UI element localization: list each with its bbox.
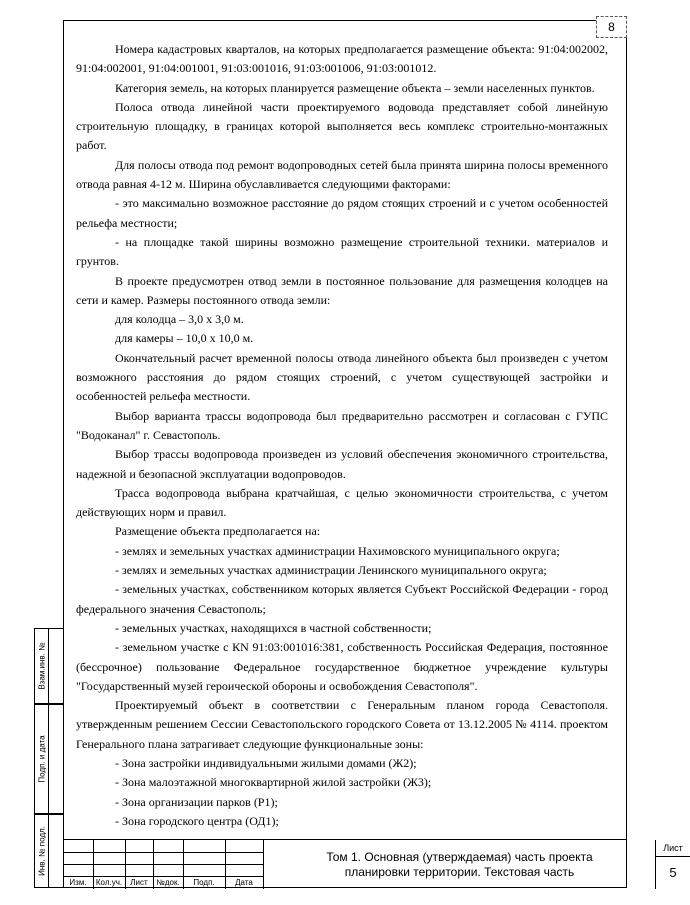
paragraph: для камеры – 10,0 х 10,0 м. [115,331,254,346]
paragraph: - Зона малоэтажной многоквартирной жилой застройки (Ж3); [115,775,432,790]
side-label-inv-podl: Инв. № подл. [37,826,46,876]
paragraph: - Зона организации парков (Р1); [115,794,278,809]
side-strip-vzam-inv [34,628,63,704]
paragraph: - Зона городского центра (ОД1); [115,813,279,828]
stamp-header: Дата [235,878,253,887]
paragraph: Размещение объекта предполагается на: [115,524,321,539]
stamp-header: Кол.уч. [95,878,123,887]
paragraph: - землях и земельных участках администрации Ленинского муниципального округа; [115,563,547,578]
sheet-number: 5 [669,865,677,880]
paragraph: - землях и земельных участках администрации Нахимовского муниципального округа; [115,543,560,558]
side-label-vzam-inv: Взам.инв. № [37,642,46,690]
paragraph: Окончательный расчет временной полосы отвода линейного объекта был произведен с учетом возможного расстояния до рядом стоящих строений, с учетом существующей застройки и особенностей рельефа местности. [76,350,608,404]
sheet-label: Лист [656,840,690,857]
document-title-line-1: Том 1. Основная (утверждаемая) часть проекта [326,850,593,864]
title-block-grid [63,840,263,889]
paragraph: Выбор варианта трассы водопровода был предварительно рассмотрен и согласован с ГУПС "Водоканал" г. Севастополь. [76,408,608,442]
paragraph: Категория земель, на которых планируется размещение объекта – земли населенных пунктов. [115,80,595,95]
stamp-header: Изм. [69,878,87,887]
stamp-header: Подп. [193,878,215,887]
title-block [63,839,683,888]
paragraph: Для полосы отвода под ремонт водопроводных сетей была принята ширина полосы временного отвода равная 4-12 м. Ширина обуславливается следующими факторами: [76,157,608,192]
side-strip-podp-data [34,704,63,814]
sheet-box [655,840,690,889]
side-strip-inv-podl [34,814,63,888]
paragraph: Проектируемый объект в соответствии с Генеральным планом города Севастополя. утвержденным решением Сессии Севастопольского городского Совета от 13.12.2005 № 4114. проектом Генерального плана затрагивает следующие функциональные зоны: [76,698,608,751]
document-title [263,840,655,889]
paragraph: - земельных участках, собственником которых является Субъект Российской Федерации - город федерального значения Севастополь; [76,582,608,616]
paragraph: Трасса водопровода выбрана кратчайшая, с целью экономичности строительства, с учетом действующих норм и правил. [76,485,608,520]
paragraph: - это максимально возможное расстояние до рядом стоящих строений и с учетом особенностей рельефа местности; [76,196,608,230]
stamp-header: №док. [156,878,180,887]
paragraph: Выбор трассы водопровода произведен из условий обеспечения экономичного строительства, надежной и безопасной эксплуатации водопроводов. [76,447,608,481]
side-label-podp-data: Подп. и дата [37,735,46,783]
paragraph: для колодца – 3,0 х 3,0 м. [115,312,244,327]
paragraph: - Зона застройки индивидуальными жилыми домами (Ж2); [115,755,417,770]
paragraph: - на площадке такой ширины возможно размещение строительной техники. материалов и грунтов. [76,234,608,269]
stamp-header: Лист [130,878,148,887]
document-body [76,40,608,831]
paragraph: - земельном участке с КN 91:03:001016:381, собственность Российская Федерация, постоянное (бессрочное) пользование Федеральное государственное бюджетное учреждение культуры "Государственный музей героической обороны и освобождения Севастополя". [76,640,608,693]
paragraph: Полоса отвода линейной части проектируемого водовода представляет собой линейную строительную площадку, в границах которой выполняется весь комплекс строительно-монтажных работ. [76,99,608,153]
paragraph: В проекте предусмотрен отвод земли в постоянное пользование для размещения колодцев на сети и камер. Размеры постоянного отвода земли: [76,273,608,307]
paragraph: Номера кадастровых кварталов, на которых предполагается размещение объекта: 91:04:002002, 91:04:002001, 91:04:001001, 91:03:001016, 91:03:001006, 91:03:001012. [76,42,608,76]
document-title-line-2: планировки территории. Текстовая часть [344,865,575,879]
paragraph: - земельных участках, находящихся в частной собственности; [115,620,432,635]
page-number-top: 8 [596,16,627,38]
